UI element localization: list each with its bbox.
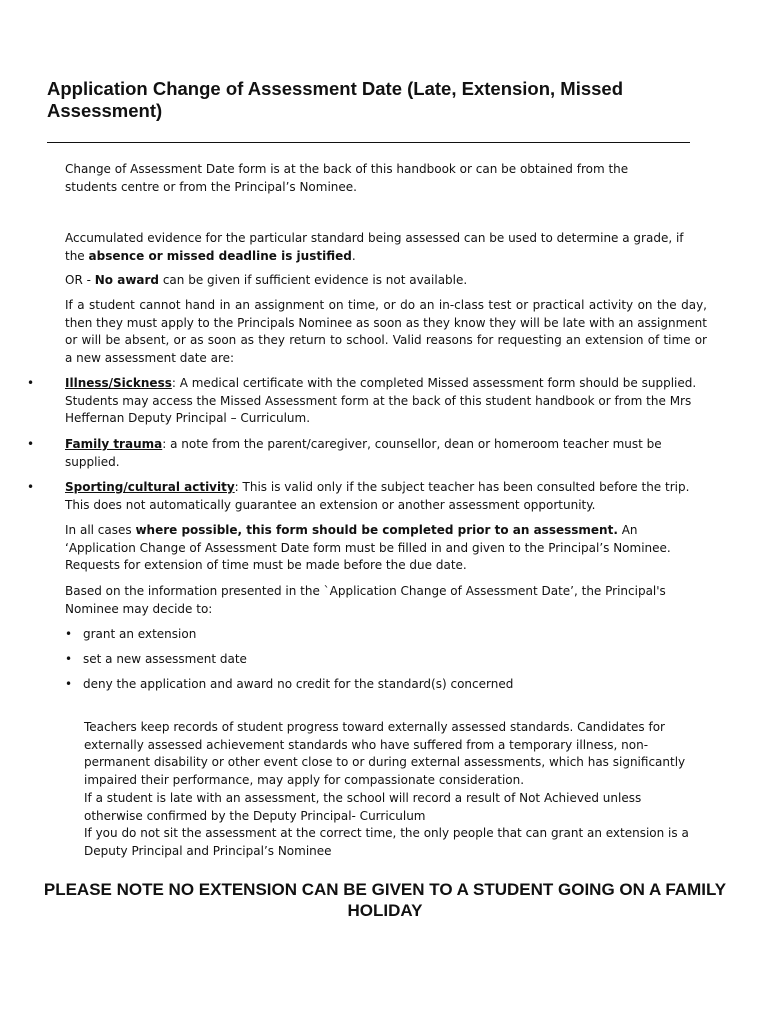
- reason-text: : A medical certificate with the completed Missed assessment form should be supplied. Students may access the Missed Assessment form at the back of this student handbook or from the Mrs Heffernan Deputy Principal – Curriculum.: [65, 376, 697, 426]
- reason-heading: Illness/Sickness: [65, 376, 172, 390]
- no-award-emphasis: No award: [94, 273, 160, 287]
- option-item: [65, 651, 247, 669]
- all-cases-emphasis: where possible, this form should be completed prior to an assessment.: [135, 523, 618, 537]
- option-text: deny the application and award no credit for the standard(s) concerned: [83, 677, 514, 691]
- all-cases-paragraph: [65, 522, 707, 575]
- reason-illness: [65, 375, 707, 428]
- option-bullet: •: [65, 677, 73, 691]
- option-text: set a new assessment date: [83, 652, 247, 666]
- no-award-paragraph: [65, 272, 707, 290]
- reason-text: : This is valid only if the subject teacher has been consulted before the trip. This does not automatically guarantee an extension or another assessment opportunity.: [65, 480, 690, 512]
- extension-paragraph: If you do not sit the assessment at the correct time, the only people that can grant an extension is a Deputy Principal and Principal’s Nominee: [84, 826, 689, 858]
- reason-sporting-cultural: [65, 479, 707, 514]
- evidence-text: Accumulated evidence for the particular standard being assessed can be used to determine a grade, if the: [65, 231, 684, 263]
- reason-family-trauma: [65, 436, 707, 471]
- option-item: [65, 676, 513, 694]
- intro-paragraph: Change of Assessment Date form is at the back of this handbook or can be obtained from the students centre or from the Principal’s Nominee.: [65, 162, 629, 194]
- all-cases-text: An ‘Application Change of Assessment Date form must be filled in and given to the Principal’s Nominee. Requests for extension of time must be made before the due date.: [65, 523, 671, 573]
- evidence-end: .: [351, 248, 356, 263]
- late-paragraph: If a student cannot hand in an assignment on time, or do an in-class test or practical activity on the day, then they must apply to the Principals Nominee as soon as they know they will be late with an assignment or will be absent, or as soon as they return to school. Valid reasons for requesting an extension of time or a new assessment date are:: [65, 298, 707, 365]
- option-bullet: •: [65, 627, 73, 641]
- all-cases-prefix: In all cases: [65, 523, 136, 537]
- reason-bullet: •: [27, 480, 35, 494]
- reason-bullet: •: [27, 376, 35, 390]
- no-award-text: can be given if sufficient evidence is not available.: [159, 273, 468, 287]
- evidence-emphasis: absence or missed deadline is justified: [88, 248, 352, 263]
- title-divider: [47, 142, 690, 143]
- option-item: [65, 626, 196, 644]
- reason-text: : a note from the parent/caregiver, counsellor, dean or homeroom teacher must be supplied.: [65, 437, 662, 469]
- reason-heading: Sporting/cultural activity: [65, 480, 235, 494]
- reason-bullet: •: [27, 437, 35, 451]
- no-award-prefix: OR -: [65, 273, 95, 287]
- option-bullet: •: [65, 652, 73, 666]
- holiday-notice: PLEASE NOTE NO EXTENSION CAN BE GIVEN TO A STUDENT GOING ON A FAMILY HOLIDAY: [43, 880, 727, 920]
- page-title: Application Change of Assessment Date (Late, Extension, Missed Assessment): [47, 78, 624, 121]
- based-on-paragraph: Based on the information presented in the `Application Change of Assessment Date’, the Principal's Nominee may decide to:: [65, 584, 666, 616]
- late-result-paragraph: If a student is late with an assessment, the school will record a result of Not Achieved unless otherwise confirmed by the Deputy Principal- Curriculum: [84, 791, 642, 823]
- evidence-paragraph: [65, 230, 707, 265]
- reason-heading: Family trauma: [65, 437, 163, 451]
- teachers-paragraph: Teachers keep records of student progress toward externally assessed standards. Candidates for externally assessed achievement standards who have suffered from a temporary illness, non-permanent disability or other event close to or during external assessments, which has significantly impaired their performance, may apply for compassionate consideration.: [84, 720, 686, 787]
- option-text: grant an extension: [83, 627, 197, 641]
